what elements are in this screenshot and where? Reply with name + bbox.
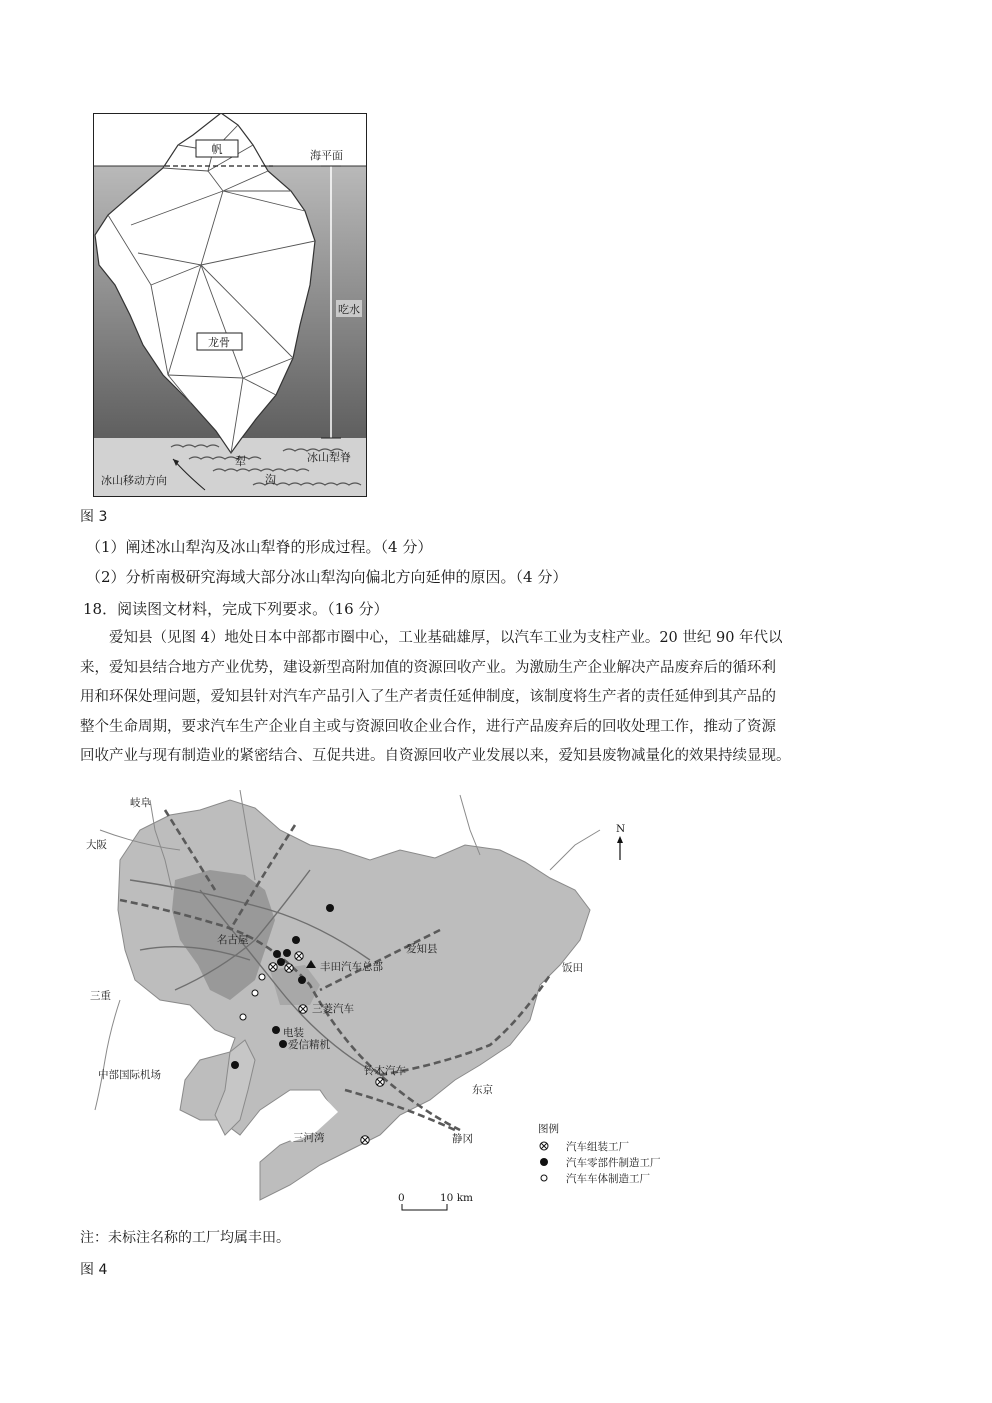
assembly-factory-icon	[285, 964, 293, 972]
paragraph-line-5: 回收产业与现有制造业的紧密结合、互促共进。自资源回收产业发展以来，爱知县废物减量化的效果持续显现。	[80, 748, 791, 764]
paragraph-line-4: 整个生命周期，要求汽车生产企业自主或与资源回收企业合作，进行产品废弃后的回收处理工作，推动了资源	[80, 718, 776, 735]
direction-label: 冰山移动方向	[101, 474, 167, 487]
parts-factory	[326, 904, 334, 912]
legend-body-icon	[541, 1175, 547, 1181]
place-nagoya: 名古屋	[217, 934, 249, 946]
north-arrowhead-icon	[617, 836, 623, 843]
place-chubu-airport: 中部国际机场	[98, 1069, 161, 1081]
figure-3-caption: 图 3	[80, 509, 108, 525]
ridge-label: 冰山犁脊	[307, 451, 351, 464]
place-suzuki: 铃木汽车	[364, 1065, 406, 1077]
question-18-title: 18．阅读图文材料，完成下列要求。（16 分）	[83, 600, 389, 618]
parts-factory	[279, 1040, 287, 1048]
legend-assembly-icon	[540, 1142, 548, 1150]
aichi-land	[118, 800, 590, 1200]
body-factory	[240, 1014, 246, 1020]
groove-label-2: 沟	[265, 473, 276, 486]
place-mikawa-bay: 三河湾	[293, 1132, 325, 1144]
assembly-factory-icon	[361, 1136, 369, 1144]
place-gifu: 岐阜	[130, 797, 151, 809]
paragraph-line-3: 用和环保处理问题，爱知县针对汽车产品引入了生产者责任延伸制度，该制度将生产者的责任延伸到其产品的	[80, 689, 776, 705]
keel-label: 龙骨	[208, 336, 230, 349]
parts-factory	[298, 976, 306, 984]
legend-parts-label: 汽车零部件制造工厂	[566, 1157, 661, 1169]
assembly-factory-icon	[299, 1005, 307, 1013]
map-note: 注：未标注名称的工厂均属丰田。	[80, 1230, 290, 1246]
parts-factory	[292, 936, 300, 944]
parts-factory	[231, 1061, 239, 1069]
aichi-map	[80, 790, 720, 1220]
legend-title: 图例	[538, 1123, 559, 1135]
question-17-2: （2）分析南极研究海域大部分冰山犁沟向偏北方向延伸的原因。（4 分）	[86, 568, 568, 586]
north-label: N	[616, 823, 626, 835]
place-mie: 三重	[90, 990, 111, 1002]
place-tokyo: 东京	[472, 1084, 493, 1096]
place-aichi: 爱知县	[406, 943, 438, 955]
material-paragraph	[80, 624, 912, 772]
parts-factory	[273, 950, 281, 958]
groove-label-1: 犁	[235, 455, 246, 468]
paragraph-line-1: 爱知县（见图 4）地处日本中部都市圈中心，工业基础雄厚，以汽车工业为支柱产业。20 世纪 90 年代以	[109, 630, 783, 646]
scale-distance: 10 km	[440, 1192, 474, 1204]
place-shizuoka: 静冈	[452, 1133, 473, 1145]
sail-label: 帆	[211, 143, 223, 156]
parts-factory	[277, 958, 285, 966]
legend-body-label: 汽车车体制造工厂	[566, 1173, 650, 1185]
assembly-factory-icon	[376, 1078, 384, 1086]
place-toyota-hq: 丰田汽车总部	[320, 961, 383, 973]
paragraph-line-2: 来，爱知县结合地方产业优势，建设新型高附加值的资源回收产业。为激励生产企业解决产品废弃后的循环利	[80, 659, 776, 676]
parts-factory	[283, 949, 291, 957]
place-iida: 饭田	[562, 962, 583, 974]
place-mitsubishi: 三菱汽车	[312, 1003, 354, 1015]
legend-assembly-label: 汽车组装工厂	[566, 1141, 629, 1153]
sea-level-label: 海平面	[310, 149, 343, 162]
body-factory	[252, 990, 258, 996]
scale-zero: 0	[398, 1192, 405, 1204]
question-17-1: （1）阐述冰山犁沟及冰山犁脊的形成过程。（4 分）	[86, 538, 433, 556]
figure-4-caption: 图 4	[80, 1262, 108, 1278]
assembly-factory-icon	[295, 952, 303, 960]
place-aisin: 爱信精机	[288, 1039, 330, 1051]
scale-bar	[402, 1204, 447, 1210]
parts-factory	[272, 1026, 280, 1034]
draft-label: 吃水	[338, 303, 360, 316]
legend-parts-icon	[540, 1158, 548, 1166]
place-denso: 电装	[283, 1027, 304, 1039]
body-factory	[259, 974, 265, 980]
assembly-factory-icon	[269, 963, 277, 971]
iceberg-figure	[93, 113, 368, 498]
place-osaka: 大阪	[86, 839, 107, 851]
